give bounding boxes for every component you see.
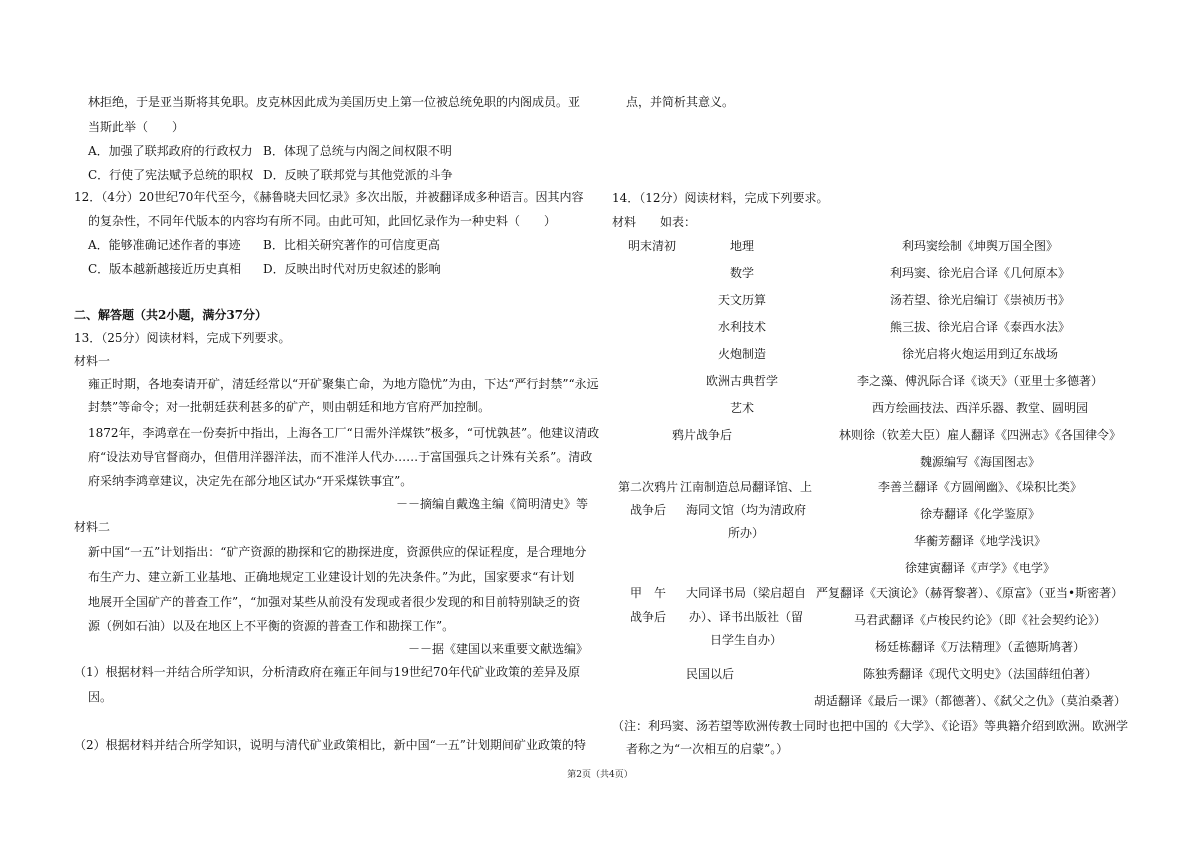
material-two-line1: 新中国“一五”计划指出：“矿产资源的勘探和它的勘探进度，资源供应的保证程度，是合理地分 [88, 545, 587, 559]
content-hydraulics: 熊三拔、徐光启合译《泰西水法》 [889, 320, 1070, 334]
content-philosophy: 李之藻、傅汎际合译《谈天》（亚里士多德著） [856, 374, 1103, 388]
field-geography: 地理 [729, 239, 754, 253]
second-org-l1: 江南制造总局翻译馆、上 [679, 480, 812, 494]
q13-intro: 13．（25分）阅读材料，完成下列要求。 [74, 331, 291, 345]
material-one-p2-line1: 1872年，李鸿章在一份奏折中指出，上海各工厂“日需外洋煤铁”极多，“可忧孰甚”。他建议清政 [88, 426, 600, 440]
second-org-l2: 海同文馆（均为清政府 [685, 503, 806, 517]
requirement-1-line2: 因。 [88, 690, 113, 704]
period-opium-war: 鸦片战争后 [671, 428, 732, 442]
material-one-p1-line2: 封禁”等命令；对一批朝廷获利甚多的矿产，则由朝廷和地方官府严加控制。 [88, 400, 491, 414]
jiawu-org-l2: 办）、译书出版社（留 [688, 610, 803, 624]
q11-option-a: A．加强了联邦政府的行政权力 [88, 144, 253, 158]
material-one-source: －－摘编自戴逸主编《简明清史》等 [395, 497, 588, 511]
jiawu-org-l1: 大同译书局（梁启超自 [685, 586, 806, 600]
q11-option-d: D．反映了联邦党与其他党派的斗争 [263, 168, 453, 182]
period-second-opium-l2: 战争后 [629, 503, 666, 517]
field-art: 艺术 [729, 401, 754, 415]
q12-line2: 的复杂性，不同年代版本的内容均有所不同。由此可知，此回忆录作为一种史料（ ） [88, 214, 557, 228]
opium-line-1: 林则徐（钦差大臣）雇人翻译《四洲志》《各国律令》 [838, 428, 1121, 442]
field-math: 数学 [729, 266, 754, 280]
q14-intro: 14．（12分）阅读材料，完成下列要求。 [612, 191, 829, 205]
content-geography: 利玛窦绘制《坤舆万国全图》 [901, 239, 1058, 253]
material-one-label: 材料一 [74, 354, 111, 368]
material-two-label: 材料二 [74, 520, 111, 534]
q11-line1: 林拒绝，于是亚当斯将其免职。皮克林因此成为美国历史上第一位被总统免职的内阁成员。亚 [88, 95, 581, 109]
requirement-2-line1: （2）根据材料并结合所学知识，说明与清代矿业政策相比，新中国“一五”计划期间矿业政策的特 [74, 738, 586, 752]
second-org-l3: 所办） [727, 526, 764, 540]
requirement-1-line1: （1）根据材料一并结合所学知识，分析清政府在雍正年间与19世纪70年代矿业政策的差异及原 [74, 665, 581, 679]
jiawu-line-1: 严复翻译《天演论》（赫胥黎著）、《原富》（亚当•斯密著） [816, 586, 1124, 600]
page-footer: 第2页（共4页） [567, 770, 633, 780]
material-one-p2-line2: 府“设法劝导官督商办，但借用洋器洋法，而不准洋人代办……于富国强兵之计殊有关系”。清政 [88, 450, 593, 464]
material-two-line3: 地展开全国矿产的普查工作”，“加强对某些从前没有发现或者很少发现的和目前特别缺乏的资 [88, 595, 581, 609]
period-jiawu-l2: 战争后 [629, 610, 666, 624]
second-line-2: 徐寿翻译《化学鉴原》 [919, 507, 1040, 521]
jiawu-line-2: 马君武翻译《卢梭民约论》（即《社会契约论》） [853, 613, 1106, 627]
material-two-line4: 源（例如石油）以及在地区上不平衡的资源的普查工作和勘探工作”。 [88, 619, 455, 633]
material-two-line2: 布生产力、建立新工业基地、正确地规定工业建设计划的先决条件。”为此，国家要求“有计划 [88, 570, 575, 584]
jiawu-line-3: 杨廷栋翻译《万法精理》（孟德斯鸠著） [874, 640, 1085, 654]
minguo-line-1: 陈独秀翻译《现代文明史》（法国薛纽伯著） [862, 667, 1097, 681]
field-hydraulics: 水利技术 [717, 320, 766, 334]
period-second-opium-l1: 第二次鸦片 [617, 480, 678, 494]
note-line1: （注：利玛窦、汤若望等欧洲传教士同时也把中国的《大学》、《论语》等典籍介绍到欧洲。欧洲学 [612, 719, 1129, 733]
q14-material-label: 材料 如表： [612, 215, 697, 229]
q11-option-c: C．行使了宪法赋予总统的职权 [88, 168, 254, 182]
note-line2: 者称之为“一次相互的启蒙”。） [626, 742, 789, 756]
material-one-p1-line1: 雍正时期，各地奏请开矿，清廷经常以“开矿聚集亡命，为地方隐忧”为由，下达“严行封禁”“永远 [88, 377, 599, 391]
second-line-4: 徐建寅翻译《声学》《电学》 [904, 561, 1055, 575]
minguo-line-2: 胡适翻译《最后一课》（都德著）、《弑父之仇》（莫泊桑著） [814, 694, 1127, 708]
material-two-source: －－据《建国以来重要文献选编》 [407, 642, 588, 656]
q12-line1: 12．（4分）20世纪70年代至今，《赫鲁晓夫回忆录》多次出版，并被翻译成多种语言。因其内容 [74, 190, 584, 204]
second-line-1: 李善兰翻译《方圆阐幽》、《垛积比类》 [877, 480, 1082, 494]
content-artillery: 徐光启将火炮运用到辽东战场 [901, 347, 1058, 361]
period-mingqing: 明末清初 [627, 239, 676, 253]
field-artillery: 火炮制造 [717, 347, 766, 361]
section-title: 二、解答题（共2小题，满分37分） [74, 308, 268, 322]
material-one-p2-line3: 府采纳李鸿章建议，决定先在部分地区试办“开采煤铁事宜”。 [88, 474, 413, 488]
content-math: 利玛窦、徐光启合译《几何原本》 [889, 266, 1070, 280]
q12-option-b: B．比相关研究著作的可信度更高 [263, 238, 440, 252]
period-jiawu-l1: 甲 午 [629, 586, 666, 600]
q12-option-d: D．反映出时代对历史叙述的影响 [263, 262, 441, 276]
second-line-3: 华蘅芳翻译《地学浅识》 [913, 534, 1046, 548]
period-minguo: 民国以后 [685, 667, 734, 681]
requirement-2-line2: 点，并简析其意义。 [626, 95, 735, 109]
content-art: 西方绘画技法、西洋乐器、教堂、圆明园 [871, 401, 1088, 415]
q12-option-a: A．能够准确记述作者的事迹 [88, 238, 241, 252]
opium-line-2: 魏源编写《海国图志》 [919, 455, 1040, 469]
field-astronomy: 天文历算 [717, 293, 766, 307]
field-philosophy: 欧洲古典哲学 [705, 374, 778, 388]
q11-option-b: B．体现了总统与内阁之间权限不明 [263, 144, 452, 158]
q12-option-c: C．版本越新越接近历史真相 [88, 262, 242, 276]
jiawu-org-l3: 日学生自办） [709, 633, 782, 647]
content-astronomy: 汤若望、徐光启编订《崇祯历书》 [889, 293, 1070, 307]
q11-line2: 当斯此举（ ） [88, 120, 185, 134]
